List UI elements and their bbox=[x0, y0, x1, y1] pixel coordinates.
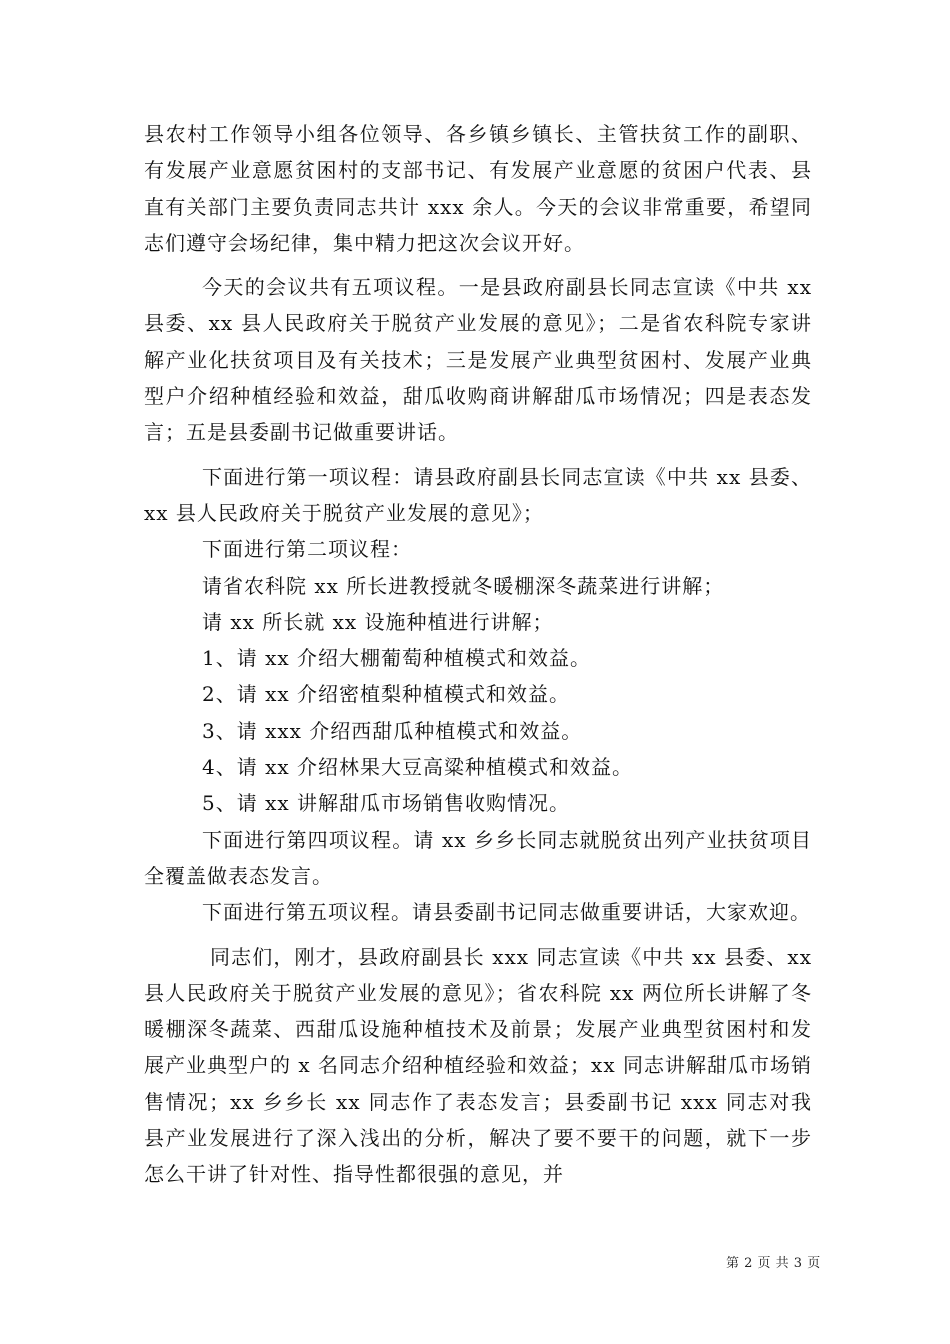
list-item-2: 2、请 xx 介绍密植梨种植模式和效益。 bbox=[202, 682, 570, 707]
paragraph-agenda-item-1: 下面进行第一项议程：请县政府副县长同志宣读《中共 xx 县委、xx 县人民政府关于脱贫产业发展的意见》； bbox=[144, 464, 812, 525]
list-item-1: 1、请 xx 介绍大棚葡萄种植模式和效益。 bbox=[202, 646, 591, 671]
paragraph-agenda-overview: 今天的会议共有五项议程。一是县政府副县长同志宣读《中共 xx 县委、xx 县人民政府关于脱贫产业发展的意见》；二是省农科院专家讲解产业化扶贫项目及有关技术；三是发展产业典型贫困村、发展产业典型户介绍种植经验和效益，甜瓜收购商讲解甜瓜市场情况；四是表态发言；五是县委副书记做重要讲话。 bbox=[144, 275, 820, 445]
paragraph-agenda-item-2: 下面进行第二项议程： bbox=[202, 537, 412, 562]
list-item-5: 5、请 xx 讲解甜瓜市场销售收购情况。 bbox=[202, 791, 570, 816]
paragraph-agenda-item-5: 下面进行第五项议程。请县委副书记同志做重要讲话，大家欢迎。 bbox=[202, 900, 811, 925]
list-item-3: 3、请 xxx 介绍西甜瓜种植模式和效益。 bbox=[202, 718, 583, 743]
list-item-4: 4、请 xx 介绍林果大豆高粱种植模式和效益。 bbox=[202, 755, 633, 780]
paragraph-agenda-item-2-expert-2: 请 xx 所长就 xx 设施种植进行讲解； bbox=[202, 609, 554, 634]
paragraph-attendees: 县农村工作领导小组各位领导、各乡镇乡镇长、主管扶贫工作的副职、有发展产业意愿贫困村的支部书记、有发展产业意愿的贫困户代表、县直有关部门主要负责同志共计 xxx 余人。今天的会议非常重要，希望同志们遵守会场纪律，集中精力把这次会议开好。 bbox=[144, 122, 812, 255]
paragraph-agenda-item-4: 下面进行第四项议程。请 xx 乡乡长同志就脱贫出列产业扶贫项目全覆盖做表态发言。 bbox=[144, 827, 812, 888]
document-body bbox=[144, 116, 820, 1193]
paragraph-agenda-item-2-expert-1: 请省农科院 xx 所长进教授就冬暖棚深冬蔬菜进行讲解； bbox=[202, 573, 725, 598]
page-number: 第 2 页 共 3 页 bbox=[726, 1256, 821, 1271]
paragraph-summary: 同志们，刚才，县政府副县长 xxx 同志宣读《中共 xx 县委、xx 县人民政府关于脱贫产业发展的意见》；省农科院 xx 两位所长讲解了冬暖棚深冬蔬菜、西甜瓜设施种植技术及前景；发展产业典型贫困村和发展产业典型户的 x 名同志介绍种植经验和效益；xx 同志讲解甜瓜市场销售情况；xx 乡乡长 xx 同志作了表态发言；县委副书记 xxx 同志对我县产业发展进行了深入浅出的分析，解决了要不要干的问题，就下一步怎么干讲了针对性、指导性都很强的意见，并 bbox=[144, 944, 820, 1187]
